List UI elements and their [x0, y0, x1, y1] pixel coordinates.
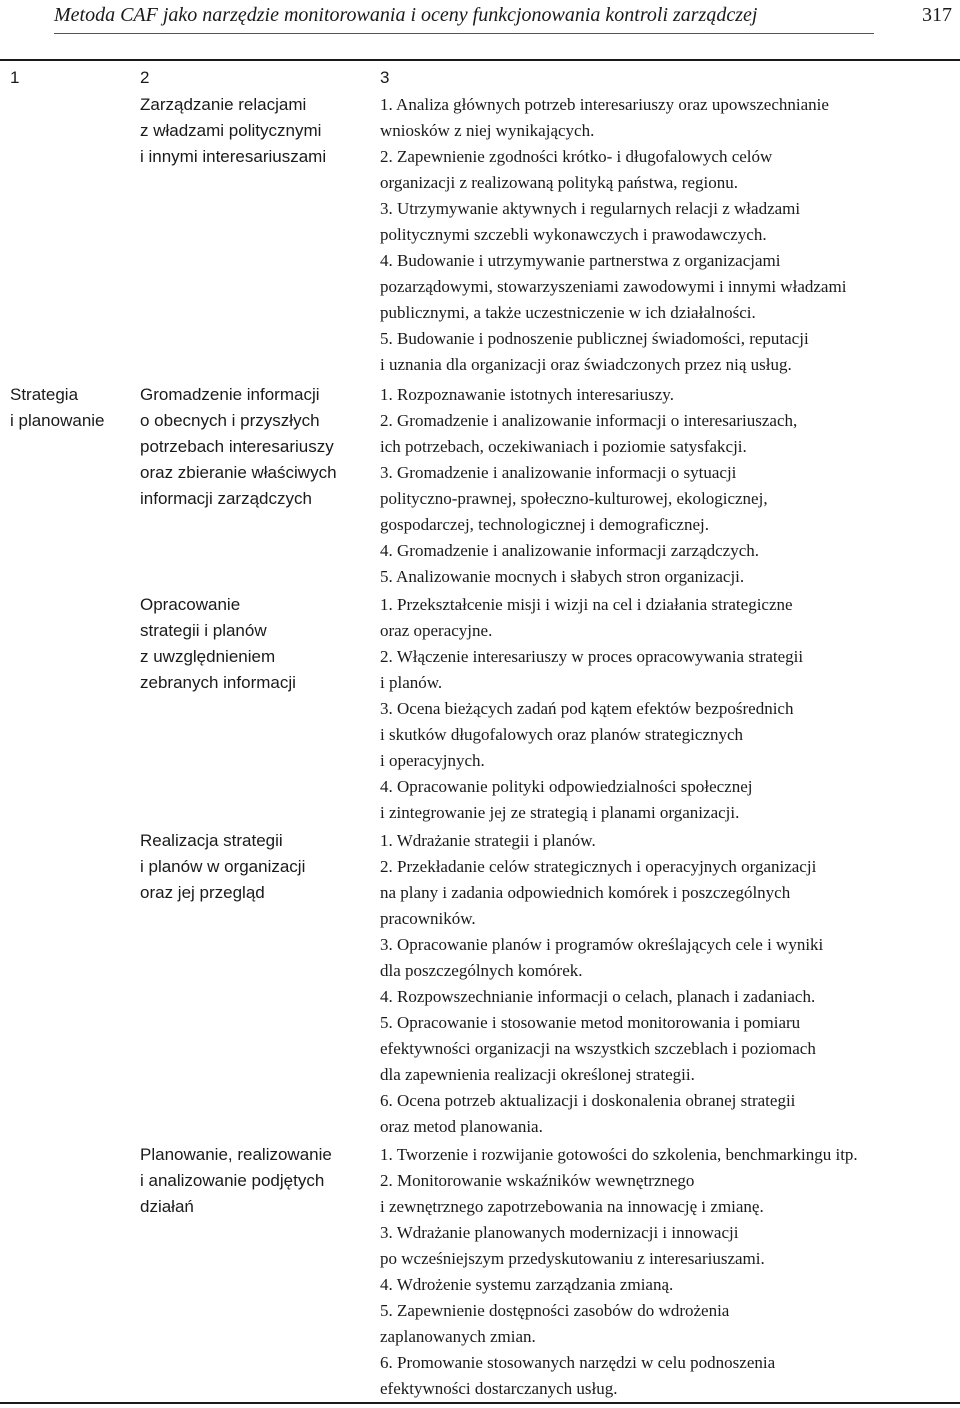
action-line: dla zapewnienia realizacji określonej strategii. [380, 1065, 695, 1084]
action-line: i skutków długofalowych oraz planów strategicznych [380, 725, 744, 744]
action-line: ich potrzebach, oczekiwaniach i poziomie satysfakcji. [380, 437, 747, 456]
action-line: oraz operacyjne. [380, 621, 493, 640]
running-title: Metoda CAF jako narzędzie monitorowania i oceny funkcjonowania kontroli zarządczej [54, 4, 758, 26]
criterion-line: potrzebach interesariuszy [140, 437, 334, 456]
section-label-line: i planowanie [10, 411, 105, 430]
action-line: 2. Gromadzenie i analizowanie informacji o interesariuszach, [380, 411, 798, 430]
header-rule [54, 33, 874, 34]
action-line: 4. Opracowanie polityki odpowiedzialności społecznej [380, 777, 753, 796]
action-line: 5. Analizowanie mocnych i słabych stron organizacji. [380, 567, 745, 586]
criterion-line: działań [140, 1197, 194, 1216]
criterion-line: Planowanie, realizowanie [140, 1145, 332, 1164]
action-line: 6. Promowanie stosowanych narzędzi w celu podnoszenia [380, 1353, 776, 1372]
action-line: dla poszczególnych komórek. [380, 961, 583, 980]
action-line: gospodarczej, technologicznej i demograficznej. [380, 515, 709, 534]
action-line: 4. Budowanie i utrzymywanie partnerstwa z organizacjami [380, 251, 781, 270]
action-line: zaplanowanych zmian. [380, 1327, 536, 1346]
action-line: 3. Wdrażanie planowanych modernizacji i innowacji [380, 1223, 739, 1242]
criterion-line: o obecnych i przyszłych [140, 411, 320, 430]
action-line: 1. Przekształcenie misji i wizji na cel i działania strategiczne [380, 595, 793, 614]
action-line: 2. Zapewnienie zgodności krótko- i długofalowych celów [380, 147, 773, 166]
criterion-line: Opracowanie [140, 595, 241, 614]
action-line: efektywności dostarczanych usług. [380, 1379, 618, 1398]
table-bottom-rule [0, 1402, 960, 1404]
action-line: 5. Zapewnienie dostępności zasobów do wdrożenia [380, 1301, 730, 1320]
section-label [10, 382, 130, 434]
criterion-line: oraz zbieranie właściwych [140, 463, 337, 482]
criterion-line: Realizacja strategii [140, 831, 283, 850]
criterion-line: informacji zarządczych [140, 489, 312, 508]
criterion-line: z władzami politycznymi [140, 121, 322, 140]
action-line: 3. Opracowanie planów i programów określających cele i wyniki [380, 935, 824, 954]
column-header-3: 3 [380, 68, 390, 87]
action-line: i zewnętrznego zapotrzebowania na innowację i zmianę. [380, 1197, 764, 1216]
actions-cell [380, 92, 958, 378]
criterion-line: i analizowanie podjętych [140, 1171, 325, 1190]
action-line: i zintegrowanie jej ze strategią i planami organizacji. [380, 803, 740, 822]
action-line: oraz metod planowania. [380, 1117, 543, 1136]
criterion-cell [140, 828, 370, 906]
action-line: pozarządowymi, stowarzyszeniami zawodowymi i innymi władzami [380, 277, 847, 296]
criterion-line: oraz jej przegląd [140, 883, 265, 902]
actions-cell [380, 382, 958, 590]
action-line: 3. Gromadzenie i analizowanie informacji o sytuacji [380, 463, 737, 482]
action-line: 2. Monitorowanie wskaźników wewnętrznego [380, 1171, 695, 1190]
action-line: 5. Opracowanie i stosowanie metod monitorowania i pomiaru [380, 1013, 801, 1032]
action-line: 2. Przekładanie celów strategicznych i operacyjnych organizacji [380, 857, 817, 876]
action-line: 3. Utrzymywanie aktywnych i regularnych relacji z władzami [380, 199, 801, 218]
criterion-cell [140, 1142, 370, 1220]
action-line: wniosków z niej wynikających. [380, 121, 595, 140]
running-header [0, 0, 960, 36]
criterion-line: Gromadzenie informacji [140, 385, 320, 404]
action-line: pracowników. [380, 909, 476, 928]
criterion-line: strategii i planów [140, 621, 267, 640]
criterion-line: z uwzględnieniem [140, 647, 276, 666]
criterion-cell [140, 592, 370, 696]
action-line: i operacyjnych. [380, 751, 485, 770]
criterion-line: i planów w organizacji [140, 857, 306, 876]
action-line: politycznymi szczebli wykonawczych i prawodawczych. [380, 225, 767, 244]
criterion-line: Zarządzanie relacjami [140, 95, 307, 114]
column-header-2: 2 [140, 68, 150, 87]
criterion-cell [140, 382, 370, 512]
action-line: organizacji z realizowaną polityką państwa, regionu. [380, 173, 738, 192]
actions-cell [380, 592, 958, 826]
action-line: 4. Gromadzenie i analizowanie informacji zarządczych. [380, 541, 759, 560]
criterion-cell [140, 92, 370, 170]
action-line: 5. Budowanie i podnoszenie publicznej świadomości, reputacji [380, 329, 809, 348]
action-line: 4. Rozpowszechnianie informacji o celach, planach i zadaniach. [380, 987, 816, 1006]
action-line: 2. Włączenie interesariuszy w proces opracowywania strategii [380, 647, 804, 666]
actions-cell [380, 1142, 958, 1402]
action-line: 4. Wdrożenie systemu zarządzania zmianą. [380, 1275, 674, 1294]
section-label-line: Strategia [10, 385, 79, 404]
criterion-line: i innymi interesariuszami [140, 147, 327, 166]
action-line: i uznania dla organizacji oraz świadczonych przez nią usług. [380, 355, 792, 374]
criterion-line: zebranych informacji [140, 673, 296, 692]
action-line: 6. Ocena potrzeb aktualizacji i doskonalenia obranej strategii [380, 1091, 796, 1110]
page-number: 317 [922, 4, 952, 26]
table-top-rule [0, 59, 960, 61]
action-line: 1. Wdrażanie strategii i planów. [380, 831, 596, 850]
action-line: 1. Tworzenie i rozwijanie gotowości do szkolenia, benchmarkingu itp. [380, 1145, 858, 1164]
action-line: publicznymi, a także uczestniczenie w ich działalności. [380, 303, 756, 322]
action-line: po wcześniejszym przedyskutowaniu z interesariuszami. [380, 1249, 765, 1268]
action-line: 1. Analiza głównych potrzeb interesariuszy oraz upowszechnianie [380, 95, 829, 114]
action-line: 3. Ocena bieżących zadań pod kątem efektów bezpośrednich [380, 699, 794, 718]
action-line: polityczno-prawnej, społeczno-kulturowej, ekologicznej, [380, 489, 768, 508]
column-header-1: 1 [10, 68, 20, 87]
actions-cell [380, 828, 958, 1140]
action-line: i planów. [380, 673, 443, 692]
action-line: 1. Rozpoznawanie istotnych interesariuszy. [380, 385, 674, 404]
action-line: efektywności organizacji na wszystkich szczeblach i poziomach [380, 1039, 816, 1058]
action-line: na plany i zadania odpowiednich komórek i poszczególnych [380, 883, 791, 902]
